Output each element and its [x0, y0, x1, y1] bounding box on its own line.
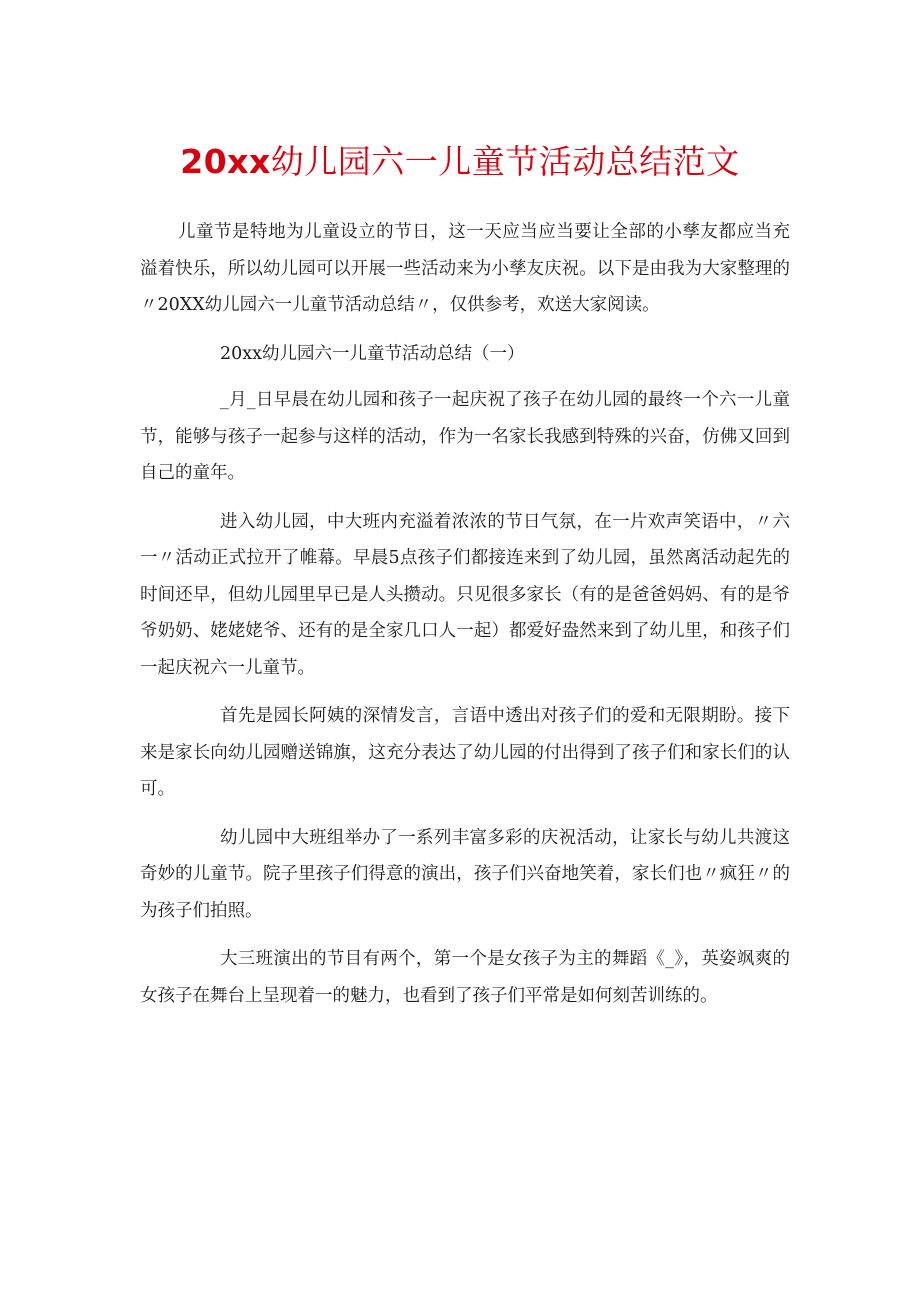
document-title	[0, 140, 920, 184]
document-body	[140, 214, 790, 1014]
body-paragraph: _月_日早晨在幼儿园和孩子一起庆祝了孩子在幼儿园的最终一个六一儿童节，能够与孩子一起参与这样的活动，作为一名家长我感到特殊的兴奋，仿佛又回到自己的童年。	[140, 390, 790, 483]
title-year: 20xx	[180, 142, 271, 181]
body-paragraph: 幼儿园中大班组举办了一系列丰富多彩的庆祝活动，让家长与幼儿共渡这奇妙的儿童节。院子里孩子们得意的演出，孩子们兴奋地笑着，家长们也〃疯狂〃的为孩子们拍照。	[140, 827, 790, 921]
title-text: 幼儿园六一儿童节活动总结范文	[270, 142, 740, 181]
body-paragraph: 进入幼儿园，中大班内充溢着浓浓的节日气氛，在一片欢声笑语中，〃六一〃活动正式拉开了帷幕。早晨5点孩子们都接连来到了幼儿园，虽然离活动起先的时间还早，但幼儿园里早已是人头攒动。只见很多家长（有的是爸爸妈妈、有的是爷爷奶奶、姥姥姥爷、还有的是全家几口人一起）都爱好盎然来到了幼儿里，和孩子们一起庆祝六一儿童节。	[140, 511, 790, 678]
intro-paragraph: 儿童节是特地为儿童设立的节日，这一天应当应当要让全部的小孳友都应当充溢着快乐，所以幼儿园可以开展一些活动来为小孳友庆祝。以下是由我为大家整理的〃20XX幼儿园六一儿童节活动总结〃，仅供参考，欢送大家阅读。	[140, 222, 790, 315]
body-paragraph: 首先是园长阿姨的深情发言，言语中透出对孩子们的爱和无限期盼。接下来是家长向幼儿园赠送锦旗，这充分表达了幼儿园的付出得到了孩子们和家长们的认可。	[140, 706, 790, 799]
body-paragraph: 大三班演出的节目有两个，第一个是女孩子为主的舞蹈《_》，英姿飒爽的女孩子在舞台上呈现着一的魅力，也看到了孩子们平常是如何刻苦训练的。	[140, 949, 790, 1006]
section-heading: 20xx幼儿园六一儿童节活动总结（一）	[220, 343, 525, 364]
